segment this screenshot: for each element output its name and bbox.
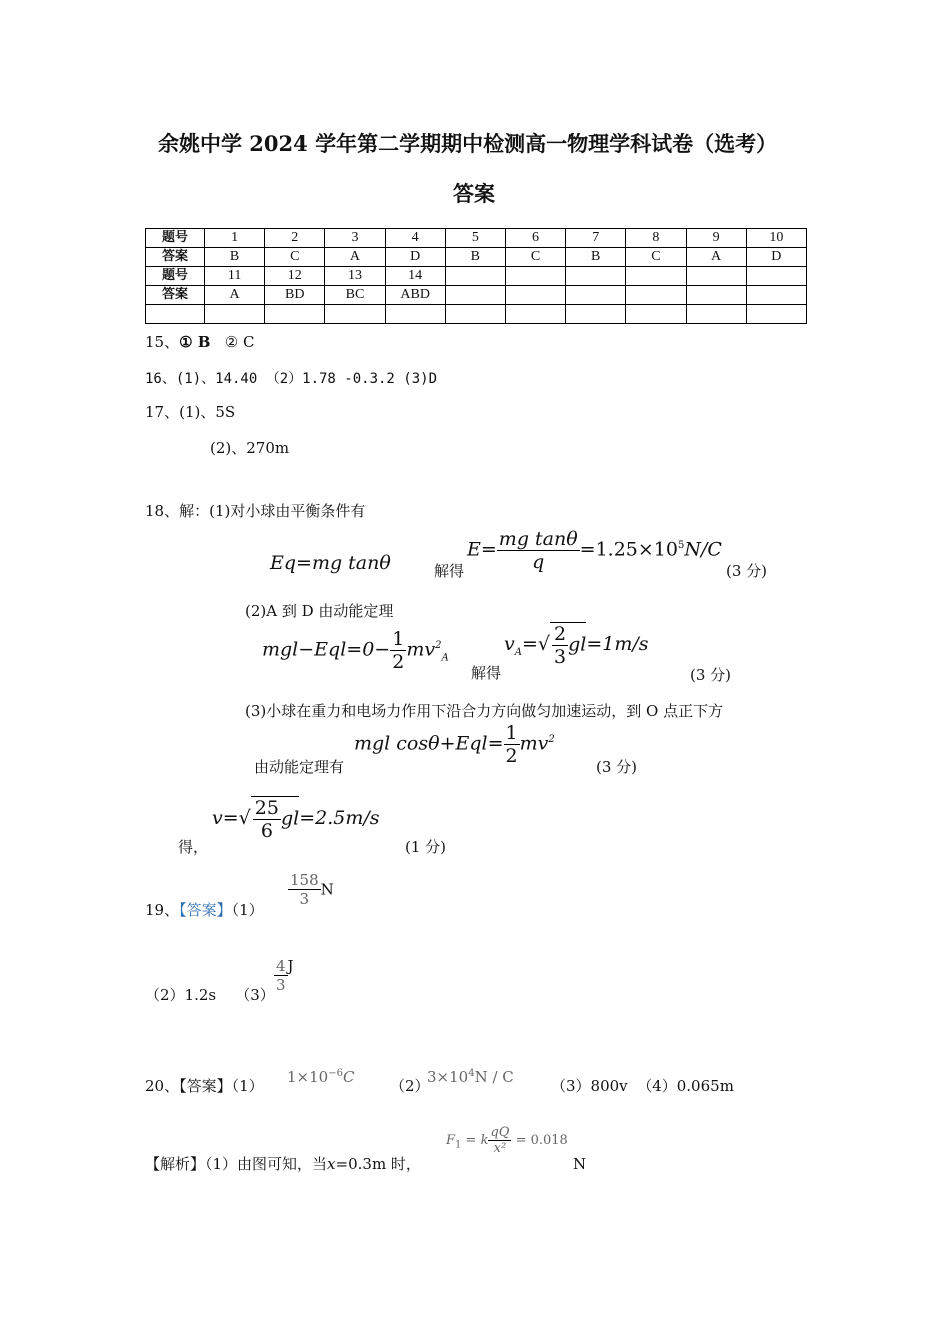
table-row (146, 248, 807, 267)
q19-num: 19、 (145, 901, 180, 919)
table-cell (445, 267, 505, 286)
table-cell: 2 (265, 229, 325, 248)
eq2b-num: 2 (554, 623, 567, 645)
q15-line (145, 331, 254, 352)
eq1b-num: mg tanθ (498, 528, 578, 550)
q16-line: 16、(1)、14.40 （2）1.78 -0.3.2 (3)D (145, 371, 438, 387)
q19-f2-den: 3 (276, 976, 286, 994)
q19-frac1 (288, 871, 334, 908)
q19-line2 (145, 984, 275, 1005)
eq2-half-num: 1 (392, 628, 405, 650)
q20-analysis-1: 【解析】（1）由图可知，当 (145, 1155, 328, 1173)
q18-intro: 18、解：(1)对小球由平衡条件有 (145, 502, 366, 520)
q20-analysis (145, 1153, 421, 1174)
table-cell: 7 (566, 229, 626, 248)
table-cell (205, 305, 265, 324)
q18-p2: (2)A 到 D 由动能定理 (245, 602, 394, 620)
table-cell: ABD (385, 286, 445, 305)
table-cell (325, 305, 385, 324)
eq2-half-den: 2 (392, 651, 405, 673)
table-cell: 10 (746, 229, 806, 248)
q18-solve2: 解得 (471, 664, 502, 682)
table-cell (505, 305, 565, 324)
eq2-sub: A (441, 652, 449, 664)
q20-v2-exp: 4 (468, 1068, 475, 1079)
table-cell: 14 (385, 267, 445, 286)
table-cell: B (566, 248, 626, 267)
eq3-left: mgl cosθ+Eql= (354, 732, 504, 755)
q19-p3: （3） (235, 986, 275, 1004)
q18-eq1: Eq=mg tanθ (270, 552, 391, 574)
q19-p2: （2）1.2s (145, 986, 217, 1004)
q19-f1-num: 158 (290, 871, 319, 889)
eq2b-gl: gl (568, 633, 587, 656)
q19-f2-unit: J (287, 957, 294, 975)
table-cell (686, 267, 746, 286)
answer-table (145, 228, 807, 324)
table-cell: 9 (686, 229, 746, 248)
q19-line1 (145, 899, 264, 920)
eq3-sup: 2 (548, 734, 555, 746)
q20-v1-unit: C (342, 1068, 355, 1086)
q18-eq4: v=√ $\frac{25}{6}$ gl=2.5m/s (212, 797, 380, 842)
q18-eq1b (467, 528, 722, 573)
table-cell (626, 267, 686, 286)
q15-b: ② C (224, 333, 255, 351)
q20-tag: 【答案】 (179, 1077, 232, 1095)
table-cell: B (205, 248, 265, 267)
table-cell (566, 286, 626, 305)
eq2b-left: v (504, 633, 515, 655)
eq1b-right: =1.25×10 (579, 538, 678, 561)
q20-analysis-2: =0.3m 时， (335, 1155, 421, 1173)
page-subtitle: 答案 (453, 181, 495, 206)
eq4-gl: gl (280, 807, 300, 830)
q18-pts1: (3 分) (726, 562, 768, 580)
table-cell (686, 286, 746, 305)
q20-num: 20、 (145, 1077, 180, 1095)
eq2b-sub: A (514, 646, 522, 658)
q17-line1: 17、(1)、5S (145, 403, 236, 421)
q18-pts2: (3 分) (690, 666, 732, 684)
table-cell: A (205, 286, 265, 305)
q20-force-eq (446, 1125, 568, 1156)
eq4-den: 6 (260, 820, 273, 842)
table-cell (505, 267, 565, 286)
table-cell: 8 (626, 229, 686, 248)
q20-p2: （2） (390, 1077, 430, 1095)
q18-p3: (3)小球在重力和电场力作用下沿合力方向做匀加速运动，到 O 点正下方 (245, 702, 724, 720)
eq1b-exp: 5 (677, 540, 685, 552)
q17-line2: (2)、270m (210, 439, 290, 457)
q20-p3p4 (551, 1075, 734, 1096)
table-cell: 3 (325, 229, 385, 248)
table-cell: C (265, 248, 325, 267)
q20-v2-base: 3×10 (427, 1068, 469, 1086)
eq3-num: 1 (505, 722, 518, 744)
q20-f-left: F (446, 1133, 456, 1148)
eq1b-den: q (532, 551, 545, 573)
table-row-header (146, 305, 205, 324)
q20-f-den: x² (493, 1141, 507, 1156)
table-cell: 1 (205, 229, 265, 248)
q20-v2-unit: N / C (474, 1068, 514, 1086)
table-row (146, 305, 807, 324)
table-cell: 12 (265, 267, 325, 286)
q20-f-unit: N (573, 1155, 587, 1173)
eq2b-right: =1m/s (586, 633, 649, 655)
q20-p1: （1） (231, 1077, 264, 1095)
table-cell: D (746, 248, 806, 267)
table-cell (626, 286, 686, 305)
eq4-right: =2.5m/s (299, 807, 380, 829)
table-cell (746, 305, 806, 324)
table-cell (566, 267, 626, 286)
eq4-num: 25 (254, 797, 279, 819)
table-row-header: 题号 (146, 267, 205, 286)
table-row (146, 229, 807, 248)
table-cell: B (445, 248, 505, 267)
eq2-left: mgl−Eql=0− (262, 638, 391, 661)
eq2-mv: mv (406, 638, 436, 661)
q19-p1: （1） (231, 901, 264, 919)
table-cell: C (626, 248, 686, 267)
table-row-header: 答案 (146, 248, 205, 267)
table-cell (746, 286, 806, 305)
q20-p3: （3）800v (551, 1077, 628, 1095)
eq4-left: v= (212, 807, 239, 829)
q18-p3b: 由动能定理有 (254, 758, 345, 776)
table-cell: BC (325, 286, 385, 305)
table-cell (626, 305, 686, 324)
q20-line (145, 1075, 264, 1096)
q18-eq2b: $v_A=√$ $\frac{2}{3}$ gl=1m/s (504, 623, 649, 668)
q20-v1-exp: −6 (328, 1068, 343, 1079)
table-cell (686, 305, 746, 324)
q18-solve1: 解得 (434, 562, 465, 580)
q18-get: 得， (178, 838, 209, 856)
q18-pts3: (3 分) (596, 758, 638, 776)
eq2b-eq: = (521, 633, 538, 655)
q19-tag: 【答案】 (179, 901, 232, 919)
q19-f2-num: 4 (276, 957, 286, 975)
table-cell: A (686, 248, 746, 267)
table-cell: 11 (205, 267, 265, 286)
table-cell: BD (265, 286, 325, 305)
q20-f-sub: 1 (455, 1139, 462, 1151)
q20-f-num: qQ (490, 1125, 510, 1140)
q20-f-eq: = k (465, 1133, 489, 1148)
q18-eq3 (354, 722, 555, 767)
q19-frac2 (274, 957, 294, 994)
table-cell (566, 305, 626, 324)
table-cell: C (505, 248, 565, 267)
table-row (146, 286, 807, 305)
q15-a: ① B (179, 333, 211, 351)
table-cell (265, 305, 325, 324)
table-cell (385, 305, 445, 324)
table-cell: A (325, 248, 385, 267)
q18-eq2 (262, 628, 449, 673)
eq3-den: 2 (505, 745, 518, 767)
q19-f1-den: 3 (299, 890, 310, 908)
eq2-sup: 2 (435, 640, 442, 652)
table-cell: D (385, 248, 445, 267)
q18-pts4: (1 分) (405, 838, 447, 856)
table-cell: 4 (385, 229, 445, 248)
eq3-mv: mv (519, 732, 549, 755)
eq1b-left: E= (467, 538, 497, 561)
eq2b-den: 3 (554, 646, 567, 668)
q20-p4: （4）0.065m (637, 1077, 734, 1095)
table-row-header: 题号 (146, 229, 205, 248)
q20-v1 (287, 1068, 354, 1086)
table-cell (445, 305, 505, 324)
table-row-header: 答案 (146, 286, 205, 305)
table-cell (505, 286, 565, 305)
page-title: 余姚中学 2024 学年第二学期期中检测高一物理学科试卷（选考） (158, 131, 778, 156)
q20-f-right: = 0.018 (515, 1133, 568, 1148)
q20-x: x (327, 1155, 336, 1173)
table-row (146, 267, 807, 286)
eq1b-unit: N/C (684, 538, 722, 561)
table-cell: 5 (445, 229, 505, 248)
q19-f1-unit: N (320, 880, 334, 899)
table-cell (746, 267, 806, 286)
q20-v2 (427, 1068, 514, 1086)
table-cell: 13 (325, 267, 385, 286)
q20-v1-base: 1×10 (287, 1068, 329, 1086)
table-cell (445, 286, 505, 305)
table-cell: 6 (505, 229, 565, 248)
q15-num: 15、 (145, 333, 180, 351)
